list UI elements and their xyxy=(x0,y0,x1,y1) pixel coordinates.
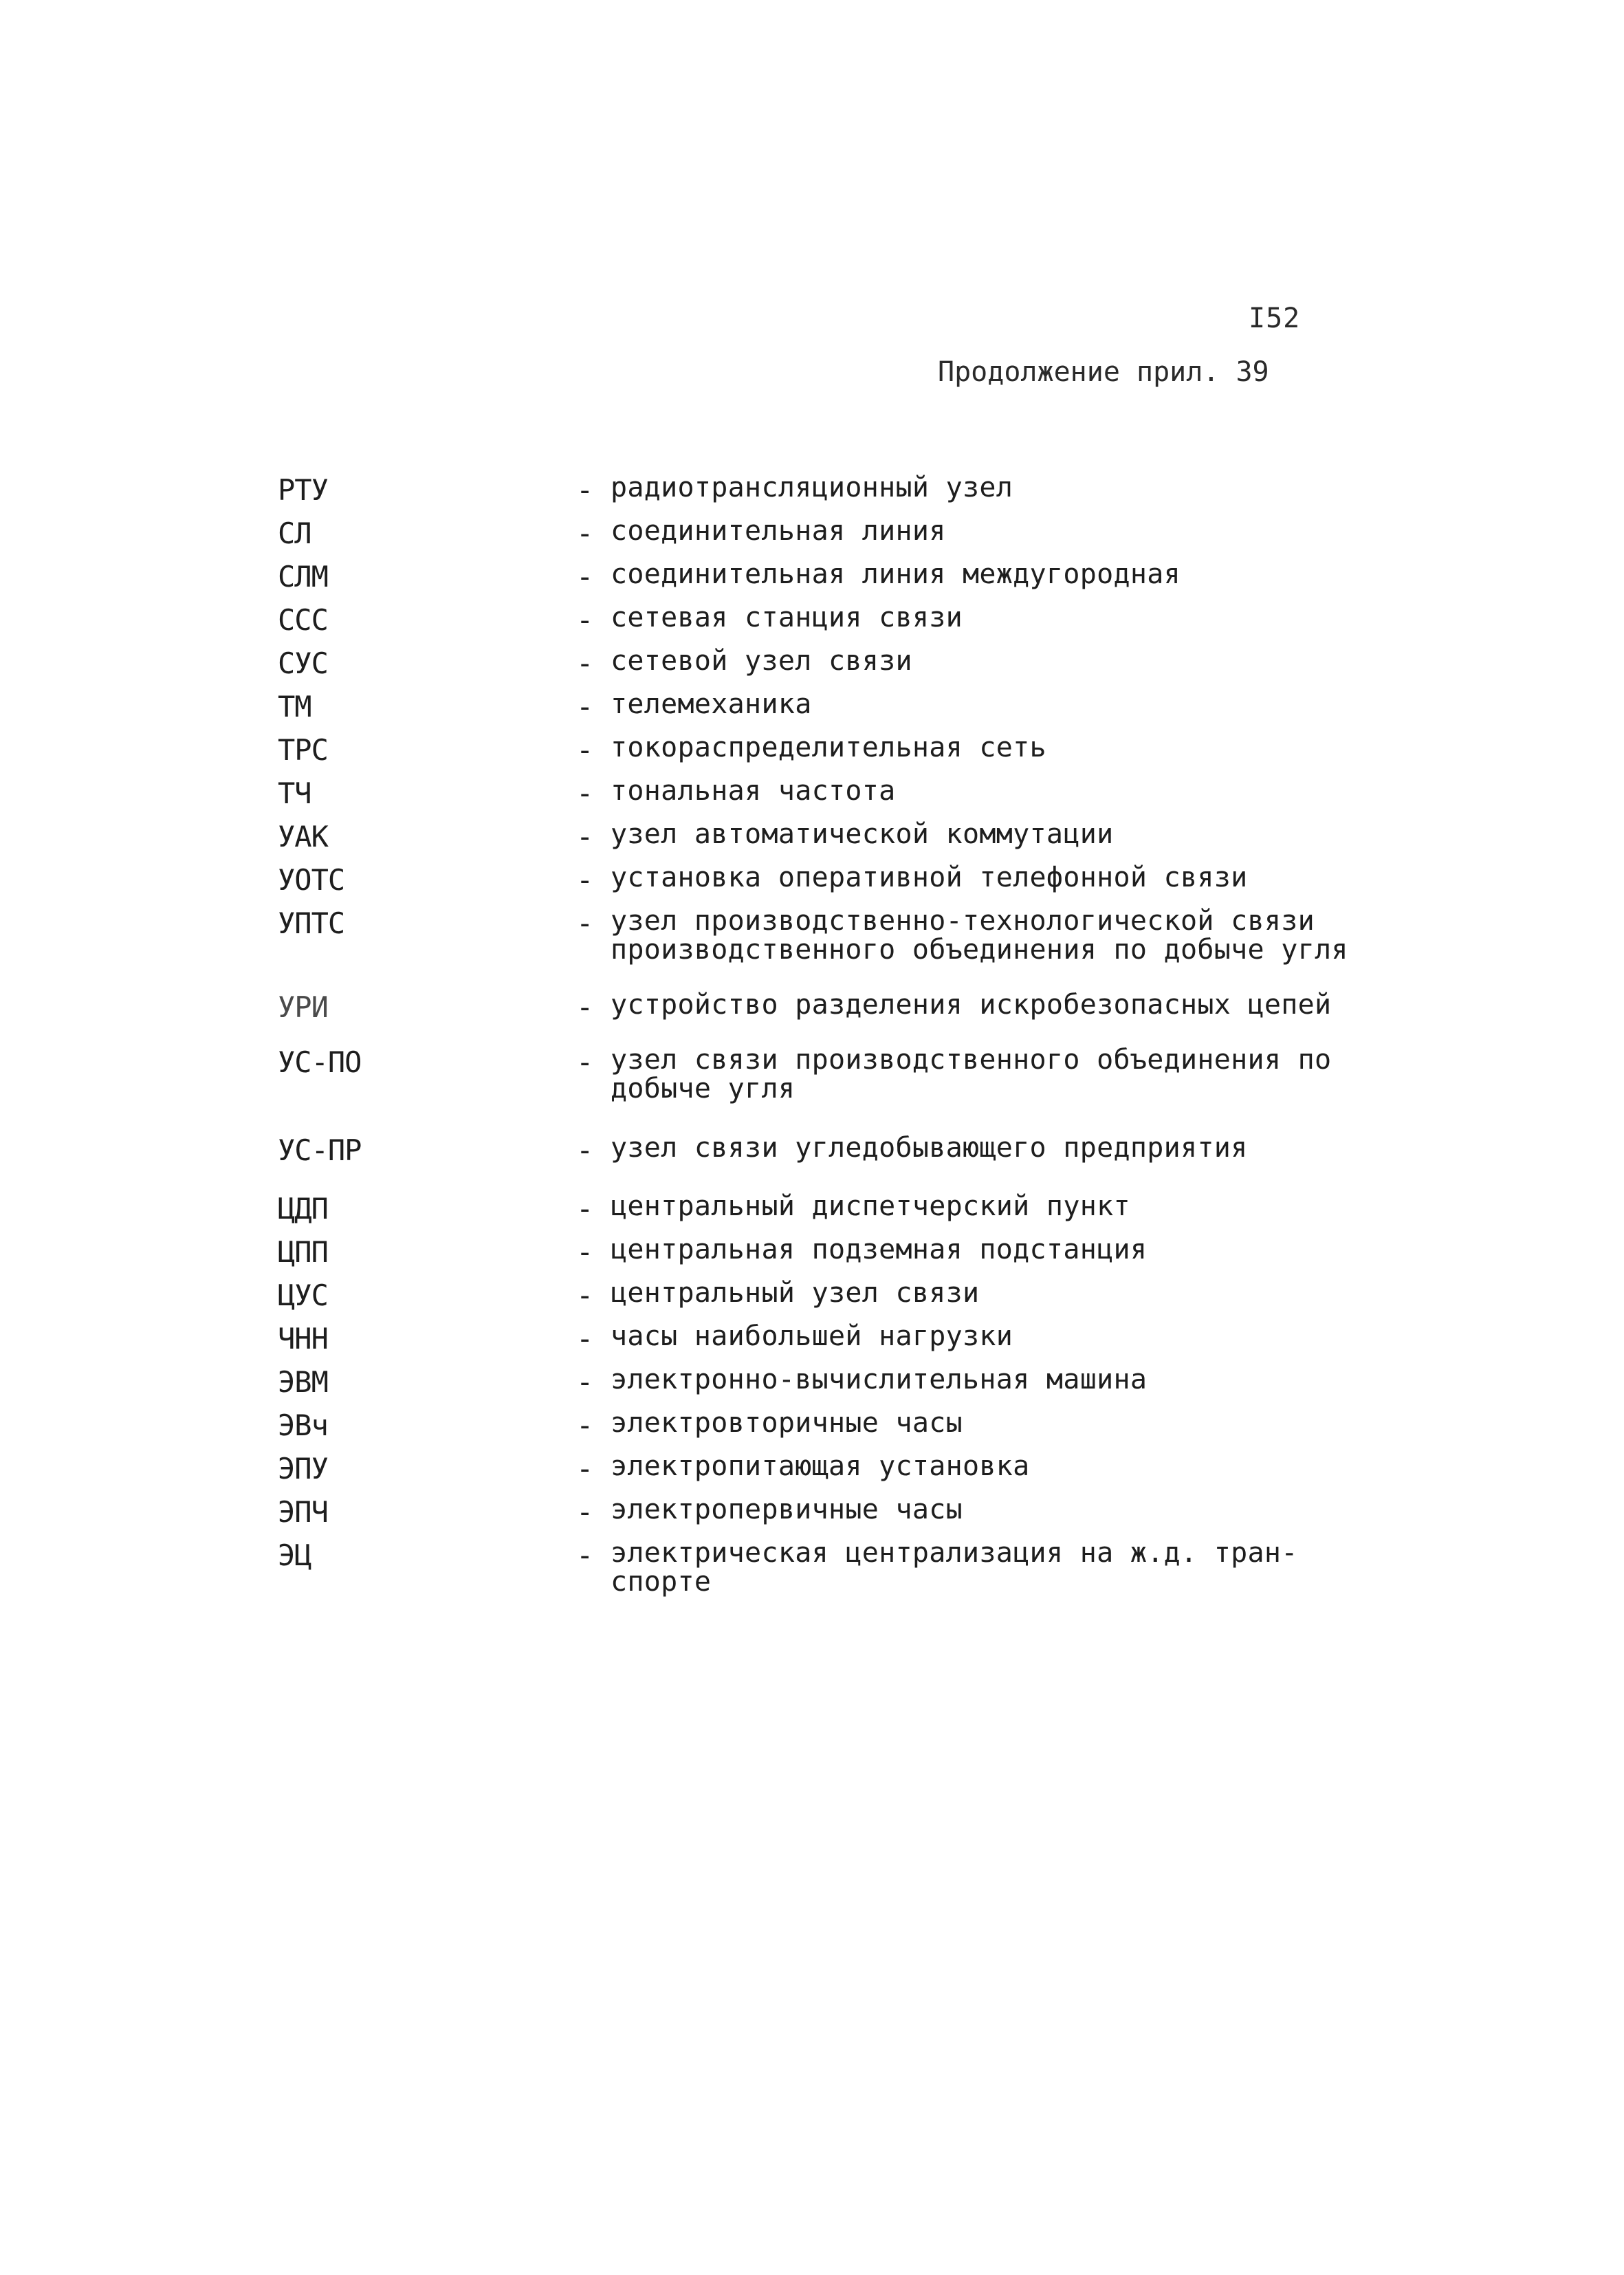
definition: центральная подземная подстанция xyxy=(611,1234,1148,1265)
dash: - xyxy=(576,906,594,940)
dash: - xyxy=(576,603,594,637)
dash: - xyxy=(576,646,594,680)
dash: - xyxy=(576,690,594,723)
abbreviation: СУС xyxy=(278,646,328,680)
dash: - xyxy=(576,516,594,550)
abbreviation: ЭПУ xyxy=(278,1452,328,1485)
definition: центральный диспетчерский пункт xyxy=(611,1190,1130,1222)
dash: - xyxy=(576,863,594,897)
abbreviation: УРИ xyxy=(278,990,328,1024)
dash: - xyxy=(576,1045,594,1079)
definition: узел связи производственного объединения по добыче угля xyxy=(611,1044,1332,1104)
abbreviation: ЭПЧ xyxy=(278,1495,328,1529)
definition: узел автоматической коммутации xyxy=(611,818,1114,850)
definition: узел связи угледобывающего предприятия xyxy=(611,1132,1248,1164)
dash: - xyxy=(576,776,594,810)
definition: тональная частота xyxy=(611,775,896,807)
abbreviation: СЛМ xyxy=(278,560,328,594)
dash: - xyxy=(576,1495,594,1529)
definition: токораспределительная сеть xyxy=(611,732,1046,763)
dash: - xyxy=(576,1365,594,1399)
dash: - xyxy=(576,1278,594,1312)
dash: - xyxy=(576,1133,594,1167)
dash: - xyxy=(576,473,594,507)
abbreviation: УАК xyxy=(278,820,328,853)
definition: соединительная линия xyxy=(611,515,946,547)
abbreviation: ЭВч xyxy=(278,1408,328,1442)
definition: электропервичные часы xyxy=(611,1494,963,1525)
dash: - xyxy=(576,1322,594,1356)
definition: электронно-вычислительная машина xyxy=(611,1364,1148,1395)
dash: - xyxy=(576,1452,594,1485)
definition: установка оперативной телефонной связи xyxy=(611,862,1248,893)
definition: узел производственно-технологической связи производственного объединения по добыче угля xyxy=(611,905,1348,966)
abbreviation: СЛ xyxy=(278,516,311,550)
definition: сетевая станция связи xyxy=(611,602,963,633)
definition: электрическая централизация на ж.д. тран- спорте xyxy=(611,1537,1298,1598)
abbreviation: ЧНН xyxy=(278,1322,328,1356)
definition: электропитающая установка xyxy=(611,1450,1030,1482)
dash: - xyxy=(576,820,594,853)
dash: - xyxy=(576,990,594,1024)
definition: электровторичные часы xyxy=(611,1407,963,1439)
abbreviation: ЭЦ xyxy=(278,1538,311,1572)
page-number: I52 xyxy=(1249,303,1301,334)
definition: соединительная линия междугородная xyxy=(611,558,1181,590)
dash: - xyxy=(576,733,594,767)
abbreviation: ЦДП xyxy=(278,1192,328,1226)
definition: сетевой узел связи xyxy=(611,645,912,677)
abbreviation: РТУ xyxy=(278,473,328,507)
definition: телемеханика xyxy=(611,688,812,720)
dash: - xyxy=(576,1538,594,1572)
abbreviation: ЭВМ xyxy=(278,1365,328,1399)
abbreviation: ССС xyxy=(278,603,328,637)
dash: - xyxy=(576,1235,594,1269)
dash: - xyxy=(576,560,594,594)
continuation-heading: Продолжение прил. 39 xyxy=(938,356,1269,388)
definition: радиотрансляционный узел xyxy=(611,472,1013,503)
abbreviation: ТМ xyxy=(278,690,311,723)
abbreviation: УС-ПО xyxy=(278,1045,362,1079)
dash: - xyxy=(576,1192,594,1226)
abbreviation: ТЧ xyxy=(278,776,311,810)
abbreviation: УС-ПР xyxy=(278,1133,362,1167)
definition: часы наибольшей нагрузки xyxy=(611,1320,1013,1352)
abbreviation: УОТС xyxy=(278,863,345,897)
abbreviation: УПТС xyxy=(278,906,345,940)
abbreviation: ЦПП xyxy=(278,1235,328,1269)
dash: - xyxy=(576,1408,594,1442)
definition: центральный узел связи xyxy=(611,1277,980,1309)
definition: устройство разделения искробезопасных цепей xyxy=(611,989,1332,1021)
abbreviation: ТРС xyxy=(278,733,328,767)
abbreviation: ЦУС xyxy=(278,1278,328,1312)
